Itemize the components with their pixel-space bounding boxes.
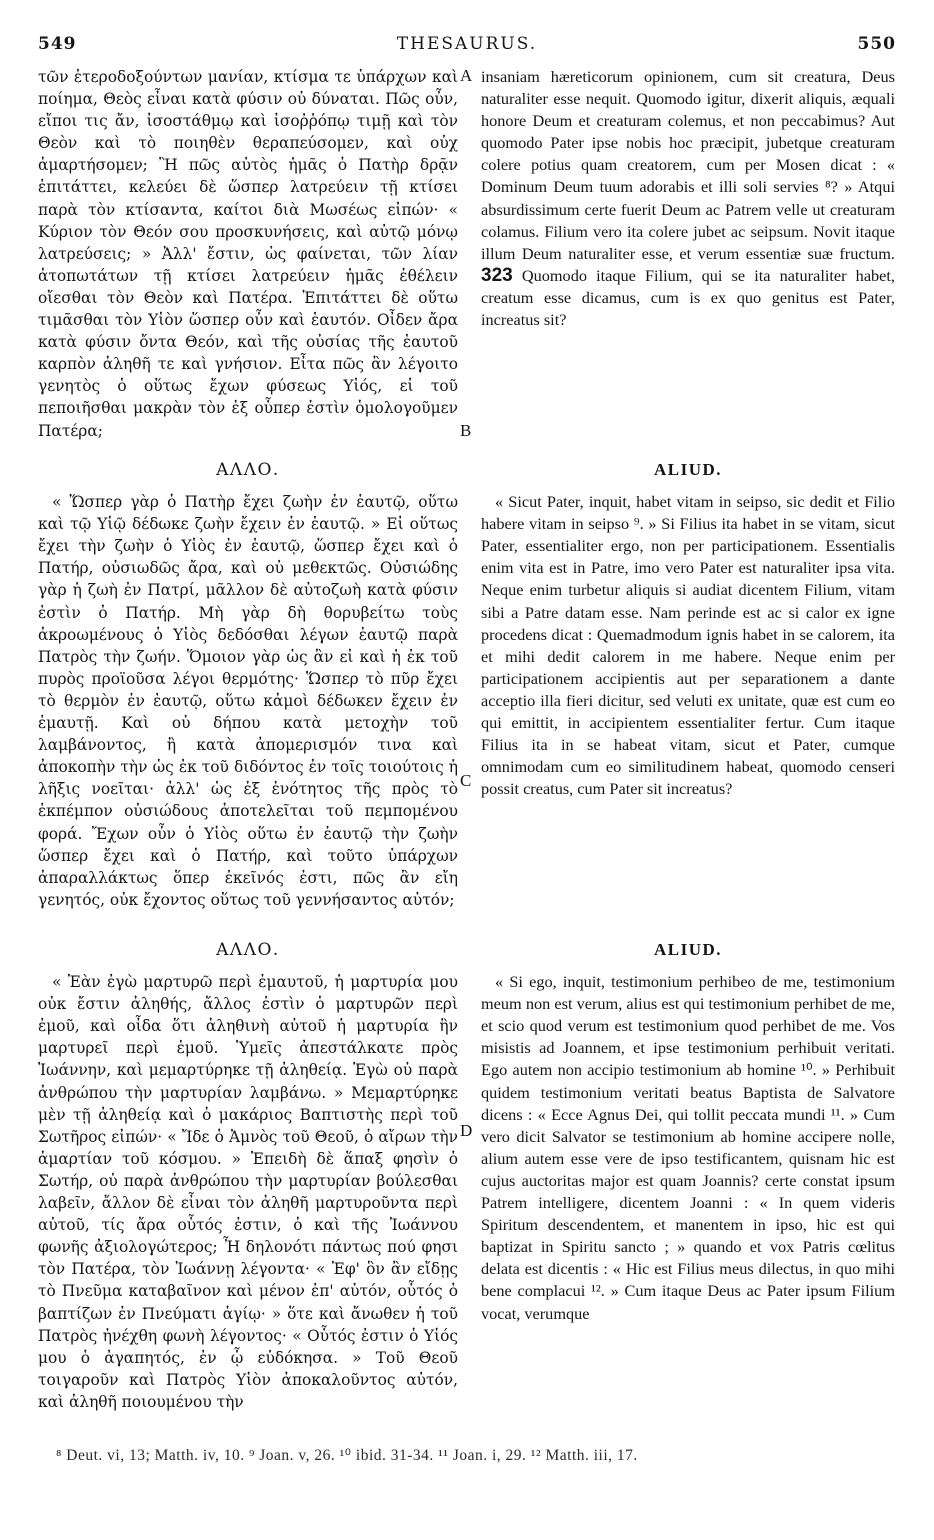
latin-paragraph-1b: Quomodo itaque Filium, qui se ita naturaliter habet, creatum esse dicamus, cum is ex quo genitus est Pater, increatus sit?: [481, 265, 895, 330]
page-number-left: 549: [38, 34, 77, 54]
greek-paragraph-2: « Ὥσπερ γὰρ ὁ Πατὴρ ἔχει ζωὴν ἐν ἑαυτῷ, οὕτω καὶ τῷ Υἱῷ δέδωκε ζωὴν ἔχειν ἐν ἑαυτῷ. » Εἰ οὕτως ἔχει τὴν ζωὴν ὁ Υἱὸς ἐν ἑαυτῷ, ὥσπερ ἔχει καὶ ὁ Πατήρ, οὐσιωδῶς ἄρα, καὶ οὐ μεθεκτῶς. Οὐσιώδης γὰρ ἡ ζωὴ ἐν Πατρί, μᾶλλον δὲ αὐτοζωὴ κατὰ φύσιν ἐστὶν ὁ Πατήρ. Μὴ γὰρ δὴ θορυβείτω τοὺς ἀκροωμένους ὁ Υἱὸς δεδόσθαι λέγων ἑαυτῷ παρὰ Πατρὸς τὴν ζωήν. Ὅμοιον γὰρ ὡς ἂν εἰ καὶ ἡ ἐκ τοῦ πυρὸς προϊοῦσα λέγοι θερμότης· Ὥσπερ τὸ πῦρ ἔχει τὸ θερμὸν ἐν ἑαυτῷ, οὕτω κἀμοὶ δέδωκεν ἔχειν ἐν ἐμαυτῇ. Καὶ οὐ δήπου κατὰ μετοχὴν τοῦ λαμβάνοντος, ἢ κατὰ ἀπομερισμόν τινα καὶ ἀποκοπὴν τὴν ὡς ἐκ τοῦ διδόντος ἐν τοῖς τοιούτοις ἡ λῆξις νοεῖται· ἀλλ' ὡς ἐξ ἑνότητος τῆς πρὸς τὸ ἐκπέμπον οὐσιώδους ἀποτελεῖται τοῦ πεμπομένου φορά. Ἔχων οὖν ὁ Υἱὸς οὕτω ἐν ἑαυτῷ τὴν ζωὴν ὥσπερ ἔχει καὶ ὁ Πατήρ, καὶ τοῦτο ὑπάρχων ἀπαραλλάκτως ὅπερ ἐκεῖνός ἐστι, πῶς ἂν εἴη γενητός, οὐκ ἔχοντος οὕτως τοῦ γεννήσαντος αὐτόν;: [38, 493, 458, 909]
greek-heading-3: ΑΛΛΟ.: [216, 940, 280, 960]
margin-letter-d: D: [460, 1121, 473, 1140]
latin-paragraph-3: « Si ego, inquit, testimonium perhibeo de me, testimonium meum non est verum, alius est qui testimonium perhibet de me, et scio quod verum est testimonium quod perhibet de me. Vos misistis ad Joannem, et ipse testimonium perhibuit veritati. Ego autem non accipio testimonium ab homine ¹⁰. » Perhibuit quidem testimonium veritati beatus Baptista de Salvatore dicens : « Ecce Agnus Dei, qui tollit peccata mundi ¹¹. » Cum vero dicit Salvator se testimonium ab homine accipere nolle, alium autem esse vere de ipso testificantem, quisnam hic est cujus auctoritas major est quam Joannis? certe constat ipsum Patrem intelligere, dicentem Joanni : « In quem videris Spiritum descendentem, et manentem in ipso, hic est qui baptizat in Spiritu sancto ; » quando et vox Patris cœlitus delata est dicentis : « Hic est Filius meus dilectus, in quo mihi bene complacui ¹². » Cum itaque Deus ac Pater ipsum Filium vocat, verumque: [481, 972, 895, 1323]
latin-heading-3: ALIUD.: [653, 940, 723, 959]
greek-heading-2: ΑΛΛΟ.: [216, 460, 280, 480]
latin-heading-2: ALIUD.: [653, 460, 723, 479]
latin-paragraph-2: « Sicut Pater, inquit, habet vitam in seipso, sic dedit et Filio habere vitam in seipso ⁹. » Si Filius ita habet in se vitam, sicut Pater, essentialiter ergo, non per participationem. Essentialis enim vita est in Patre, imo vero Pater est naturaliter ipsa vita. Neque enim turbetur aliquis si audiat dicentem Filium, vitam sibi a Patre datam esse. Nam perinde est ac si calor ex igne procedens dicat : Quemadmodum ignis habet in se calorem, ita et mihi dedit calorem in me habere. Neque enim per participationem accipientis aut per separationem a dante acceptio illa fieri dicitur, sed veluti ex unitate, quæ est cum eo qui emittit, in accipientem essentialiter fertur. Cum itaque Filius ita in se habeat vitam, sicut et Pater, cumque omnimodam cum eo similitudinem habeat, quomodo censeri possit creatus, cum Pater sit increatus?: [481, 492, 895, 799]
greek-column: [38, 66, 458, 1430]
running-header: [38, 34, 896, 60]
margin-letter-c: C: [460, 771, 472, 790]
latin-column: [481, 66, 895, 1430]
margin-letter-a: A: [460, 66, 473, 85]
latin-paragraph-1a: insaniam hæreticorum opinionem, cum sit creatura, Deus naturaliter esse nequit. Quomodo igitur, dixerit aliquis, æquali honore Deum et creaturam colemus, et non peccabimus? Aut quomodo Pater ipse nobis hoc præcipit, jubetque creaturam colere potius quam creatorem, cum per Mosen dicat : « Dominum Deum tuum adorabis et illi soli servies ⁸? » Atqui absurdissimum certe fuerit Deum ac Patrem velle ut creaturam colamus. Filium vero ita colere jubet ac seipsum. Novit itaque illum Deum naturaliter esse, et verum essentiæ suæ fructum.: [481, 67, 895, 263]
latin-paragraph-1: [481, 66, 895, 331]
margin-letter-b: B: [460, 421, 472, 440]
greek-paragraph-1: τῶν ἑτεροδοξούντων μανίαν, κτίσμα τε ὑπάρχων καὶ ποίημα, Θεὸς εἶναι κατὰ φύσιν οὐ δύναται. Πῶς οὖν, εἴποι τις ἄν, ἰσοστάθμῳ καὶ ἰσοῤῥόπῳ τιμῇ καὶ τὸν Θεὸν καὶ τὸ ποιηθὲν θεραπεύσομεν, καὶ οὐχ ἁμαρτήσομεν; Ἢ πῶς αὐτὸς ἡμᾶς ὁ Πατὴρ δρᾷν ἐπιτάττει, κελεύει δὲ ὥσπερ λατρεύειν τῇ κτίσει παρὰ τὸν κτίσαντα, καίτοι διὰ Μωσέως εἰπών· « Κύριον τὸν Θεόν σου προσκυνήσεις, καὶ αὐτῷ μόνῳ λατρεύσεις; » Ἀλλ' ἔστιν, ὡς φαίνεται, τῶν λίαν ἀτοπωτάτων τῇ κτίσει λατρεύειν ἡμᾶς ἐθέλειν οἴεσθαι τὸν Θεὸν καὶ Πατέρα. Ἐπιτάττει δὲ οὕτω τιμᾶσθαι τὸν Υἱὸν ὥσπερ οὖν καὶ ἑαυτόν. Οἶδεν ἄρα κατὰ φύσιν ὄντα Θεόν, καὶ τῆς οὐσίας τῆς ἑαυτοῦ καρπὸν ἀληθῆ τε καὶ γνήσιον. Εἶτα πῶς ἂν λέγοιτο γενητὸς ὁ οὕτως ἔχων φύσεως Υἱός, εἰ τοῦ πεποιῆσθαι μακρὰν τὸν ἐξ οὗπερ ἐστὶν ὁμολογοῦμεν Πατέρα;: [38, 68, 458, 440]
footnotes: ⁸ Deut. vi, 13; Matth. iv, 10. ⁹ Joan. v, 26. ¹⁰ ibid. 31-34. ¹¹ Joan. i, 29. ¹² Matth. iii, 17.: [56, 1447, 638, 1464]
running-title: THESAURUS.: [396, 34, 538, 54]
page-number-right: 550: [857, 34, 896, 54]
column-number-marker: 323: [481, 264, 513, 286]
greek-paragraph-3: « Ἐὰν ἐγὼ μαρτυρῶ περὶ ἐμαυτοῦ, ἡ μαρτυρία μου οὐκ ἔστιν ἀληθής, ἄλλος ἐστὶν ὁ μαρτυρῶν περὶ ἐμοῦ, καὶ οἶδα ὅτι ἀληθινὴ αὐτοῦ ἡ μαρτυρία ἣν μαρτυρεῖ περὶ ἐμοῦ. Ὑμεῖς ἀπεστάλκατε πρὸς Ἰωάννην, καὶ μεμαρτύρηκε τῇ ἀληθείᾳ. Ἐγὼ οὐ παρὰ ἀνθρώπου τὴν μαρτυρίαν λαμβάνω. » Μεμαρτύρηκε μὲν τῇ ἀληθείᾳ καὶ ὁ μακάριος Βαπτιστὴς περὶ τοῦ Σωτῆρος εἰπών· « Ἴδε ὁ Ἀμνὸς τοῦ Θεοῦ, ὁ αἴρων τὴν ἁμαρτίαν τοῦ κόσμου. » Ἐπειδὴ δὲ ἅπαξ φησὶν ὁ Σωτήρ, οὐ παρὰ ἀνθρώπου τὴν μαρτυρίαν βούλεσθαι λαβεῖν, ἄλλον δὲ εἶναι τὸν ἀληθῆ μαρτυροῦντα περὶ αὐτοῦ, τίς ἄρα οὗτός ἐστιν, ὁ καὶ τῆς Ἰωάννου φωνῆς ἀξιολογώτερος; Ἦ δηλονότι πάντως πού φησι τὸν Πατέρα, τὸν Ἰωάννῃ λέγοντα· « Ἐφ' ὃν ἂν εἴδῃς τὸ Πνεῦμα καταβαῖνον καὶ μένον ἐπ' αὐτόν, οὗτός ὁ βαπτίζων ἐν Πνεύματι ἁγίῳ· » ὅτε καὶ ἄνωθεν ἡ τοῦ Πατρὸς ἠνέχθη φωνὴ λέγοντος· « Οὗτός ἐστιν ὁ Υἱός μου ὁ ἀγαπητός, ἐν ᾧ εὐδόκησα. » Τοῦ Θεοῦ τοιγαροῦν καὶ Πατρὸς Υἱὸν ἀποκαλοῦντος αὐτόν, καὶ ἀληθῆ ποιουμένου τὴν: [38, 973, 458, 1411]
